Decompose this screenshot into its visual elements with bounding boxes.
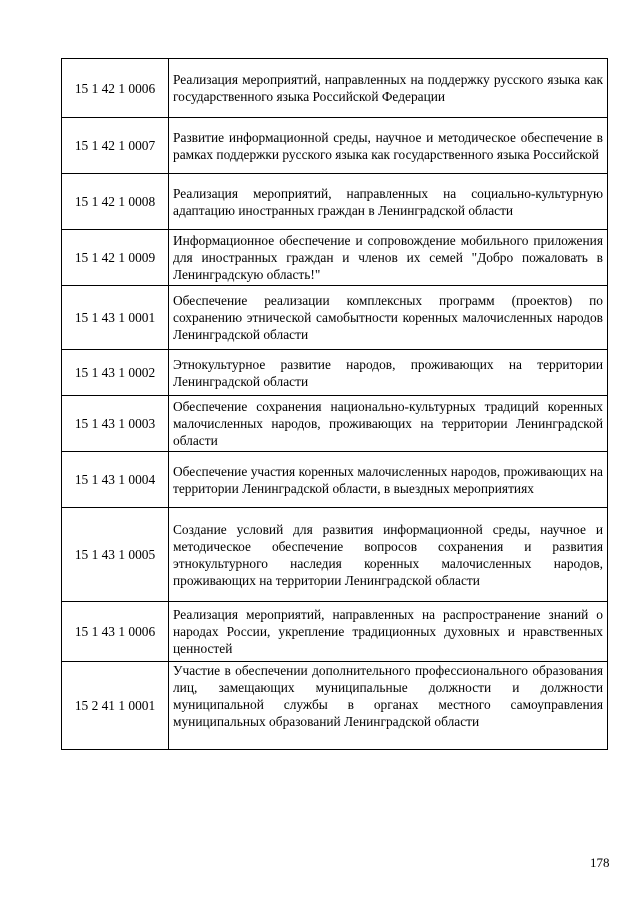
event-description: Этнокультурное развитие народов, проживающих на территории Ленинградской области xyxy=(169,350,608,396)
classification-code: 15 1 42 1 0008 xyxy=(62,174,169,230)
classification-code: 15 1 42 1 0009 xyxy=(62,230,169,286)
event-description: Обеспечение сохранения национально-культурных традиций коренных малочисленных народов, проживающих на территории Ленинградской области xyxy=(169,396,608,452)
table-row xyxy=(62,396,608,452)
table-row xyxy=(62,602,608,662)
classification-code: 15 1 42 1 0007 xyxy=(62,118,169,174)
table-row xyxy=(62,230,608,286)
event-description: Участие в обеспечении дополнительного профессионального образования лиц, замещающих муниципальные должности и должности муниципальной службы в органах местного самоуправления муниципальных образований Ленинградской области xyxy=(169,662,608,750)
table-row xyxy=(62,662,608,750)
table-row xyxy=(62,350,608,396)
classification-code: 15 2 41 1 0001 xyxy=(62,662,169,750)
table-row xyxy=(62,174,608,230)
table-row xyxy=(62,118,608,174)
table-row xyxy=(62,452,608,508)
classification-code: 15 1 42 1 0006 xyxy=(62,59,169,118)
event-description: Обеспечение участия коренных малочисленных народов, проживающих на территории Ленинградской области, в выездных мероприятиях xyxy=(169,452,608,508)
table-row xyxy=(62,59,608,118)
table-row xyxy=(62,286,608,350)
classification-code: 15 1 43 1 0004 xyxy=(62,452,169,508)
classification-code: 15 1 43 1 0003 xyxy=(62,396,169,452)
event-description: Развитие информационной среды, научное и методическое обеспечение в рамках поддержки русского языка как государственного языка Российской xyxy=(169,118,608,174)
event-description: Реализация мероприятий, направленных на социально-культурную адаптацию иностранных граждан в Ленинградской области xyxy=(169,174,608,230)
event-description: Информационное обеспечение и сопровождение мобильного приложения для иностранных граждан и членов их семей "Добро пожаловать в Ленинградскую область!" xyxy=(169,230,608,286)
event-description: Создание условий для развития информационной среды, научное и методическое обеспечение вопросов сохранения и развития этнокультурного наследия коренных малочисленных народов, проживающих на территории Ленинградской области xyxy=(169,508,608,602)
budget-classification-table xyxy=(61,58,608,750)
table-row xyxy=(62,508,608,602)
classification-code: 15 1 43 1 0006 xyxy=(62,602,169,662)
page-number: 178 xyxy=(590,855,610,870)
classification-code: 15 1 43 1 0005 xyxy=(62,508,169,602)
event-description: Реализация мероприятий, направленных на распространение знаний о народах России, укрепление традиционных духовных и нравственных ценностей xyxy=(169,602,608,662)
event-description: Обеспечение реализации комплексных программ (проектов) по сохранению этнической самобытности коренных малочисленных народов Ленинградской области xyxy=(169,286,608,350)
event-description: Реализация мероприятий, направленных на поддержку русского языка как государственного языка Российской Федерации xyxy=(169,59,608,118)
classification-code: 15 1 43 1 0002 xyxy=(62,350,169,396)
classification-code: 15 1 43 1 0001 xyxy=(62,286,169,350)
